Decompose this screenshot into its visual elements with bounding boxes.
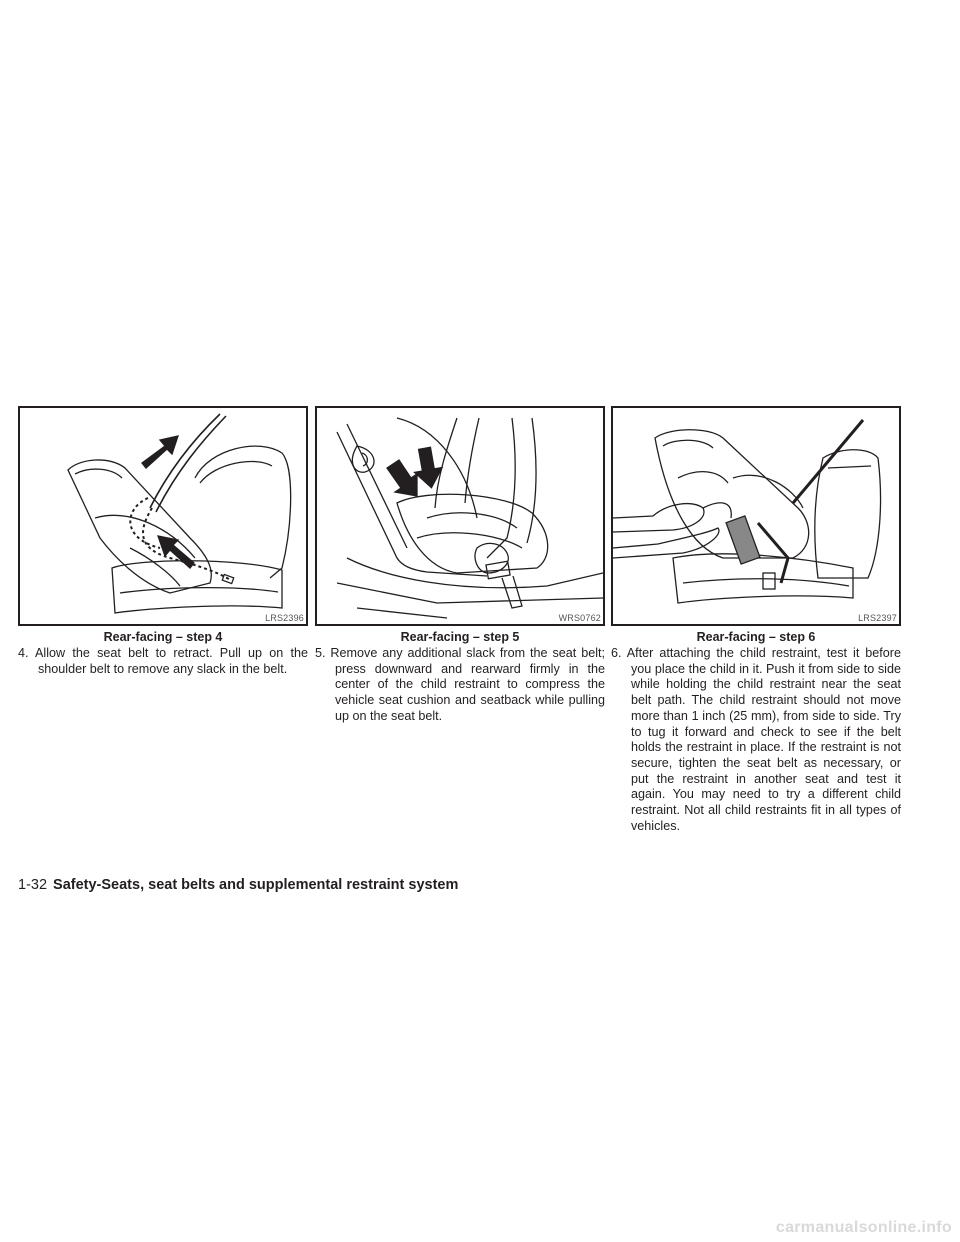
figure-caption: Rear-facing – step 4 (103, 630, 223, 644)
section-title: Safety-Seats, seat belts and supplemental restraint system (53, 877, 459, 893)
step-6-text: 6. After attaching the child restraint, test it before you place the child in it. Push it from side to side while holding the child restraint near the seat belt path. The child restraint should not move more than 1 inch (25 mm), from side to side. Try to tug it forward and check to see if the belt holds the restraint in place. If the restraint is not secure, tighten the seat belt as necessary, or put the restraint in another seat and test it again. You may need to try a different child restraint. Not all child restraints fit in all types of vehicles. (611, 646, 901, 833)
page-number: 1-32 (18, 877, 48, 893)
figure-caption: Rear-facing – step 6 (696, 630, 816, 644)
figure-step-5 (315, 406, 605, 626)
step-4-text: 4. Allow the seat belt to retract. Pull up on the shoulder belt to remove any slack in the belt. (18, 646, 308, 676)
step-6-column (611, 406, 901, 834)
rear-facing-step-4-illustration (20, 408, 306, 624)
watermark: carmanualsonline.info (775, 1219, 952, 1236)
figure-step-6 (611, 406, 901, 626)
rear-facing-step-5-illustration (317, 408, 603, 624)
rear-facing-step-6-illustration (613, 408, 899, 624)
figure-step-4 (18, 406, 308, 626)
page-footer (18, 877, 458, 893)
step-4-column (18, 406, 308, 677)
figure-code: WRS0762 (558, 613, 601, 623)
figure-caption: Rear-facing – step 5 (400, 630, 520, 644)
step-5-text: 5. Remove any additional slack from the seat belt; press downward and rearward firmly in the center of the child restraint to compress the vehicle seat cushion and seatback while pulling up on the seat belt. (315, 646, 605, 723)
figure-code: LRS2397 (858, 613, 897, 623)
step-5-column (315, 406, 605, 725)
figure-code: LRS2396 (265, 613, 304, 623)
